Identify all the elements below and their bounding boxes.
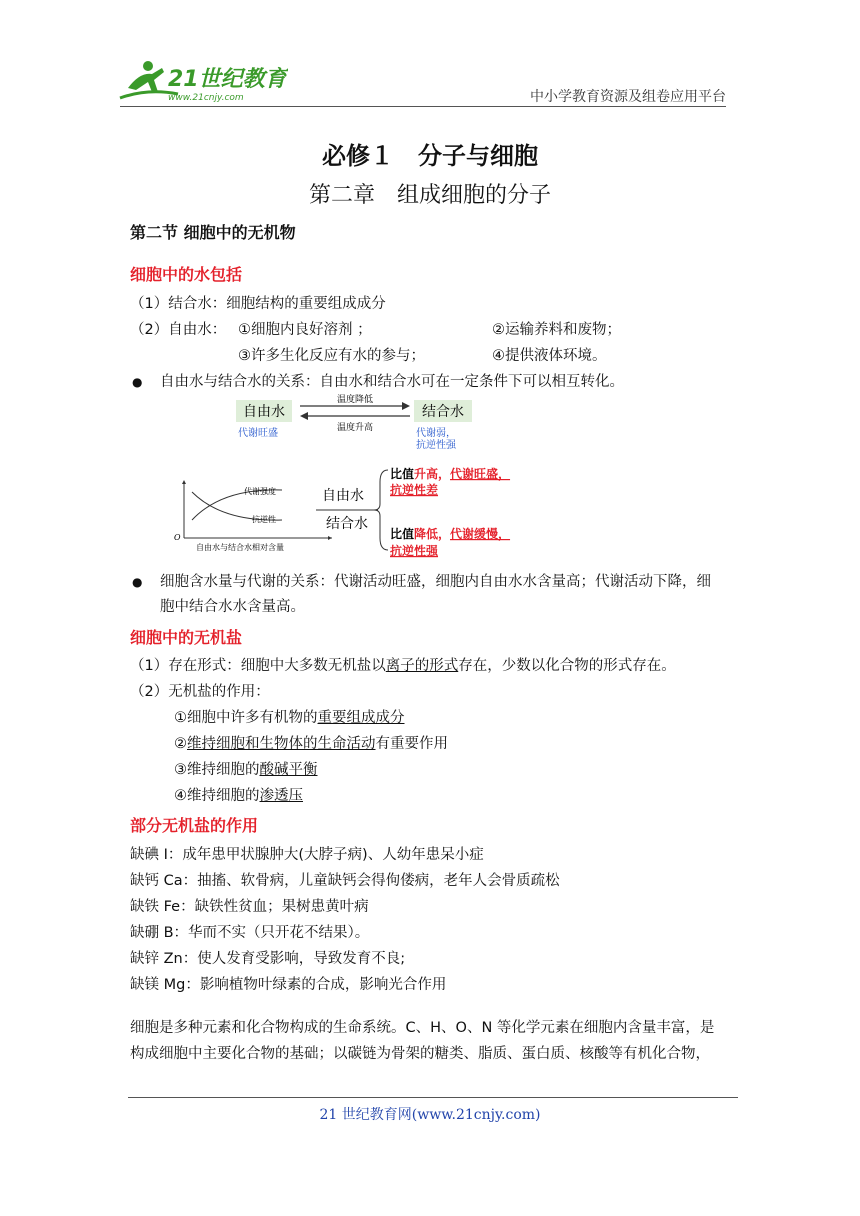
salt-role-item: ③维持细胞的酸碱平衡	[174, 762, 318, 778]
arrow-top-label: 温度降低	[336, 395, 374, 405]
salt-role-item: ④维持细胞的渗透压	[174, 788, 303, 804]
site-logo	[118, 58, 288, 104]
salt-role-item: ②维持细胞和生物体的生命活动有重要作用	[174, 736, 448, 752]
bullet-metabolism: ● 细胞含水量与代谢的关系：代谢活动旺盛，细胞内自由水水含量高；代谢活动下降，细	[160, 572, 711, 592]
salt-heading: 细胞中的无机盐	[130, 628, 243, 647]
free-water-item: ④提供液体环境。	[492, 348, 607, 364]
water-heading: 细胞中的水包括	[130, 265, 243, 284]
salt-deficiency-item: 缺碘 I：成年患甲状腺肿大(大脖子病)、人幼年患呆小症	[130, 847, 484, 863]
section-title: 第二节 细胞中的无机物	[130, 223, 296, 242]
free-water-label: （2）自由水：	[130, 322, 227, 338]
salt-deficiency-item: 缺锌 Zn：使人发育受影响，导致发育不良;	[130, 951, 406, 967]
header-platform-text: 中小学教育资源及组卷应用平台	[530, 89, 726, 105]
salt-form-line: （1）存在形式：细胞中大多数无机盐以离子的形式存在，少数以化合物的形式存在。	[130, 658, 676, 674]
bullet-conversion: ● 自由水与结合水的关系：自由水和结合水可在一定条件下可以相互转化。	[160, 372, 624, 392]
salt-deficiency-item: 缺镁 Mg：影响植物叶绿素的合成，影响光合作用	[130, 977, 447, 993]
some-salt-heading: 部分无机盐的作用	[130, 816, 259, 835]
curve-label: 代谢强度	[244, 487, 276, 496]
footer-divider	[128, 1097, 738, 1098]
svg-text:比值降低，代谢缓慢，: 比值降低，代谢缓慢，	[390, 527, 511, 541]
salt-deficiency-item: 缺钙 Ca：抽搐、软骨病，儿童缺钙会得佝偻病，老年人会骨质疏松	[130, 873, 560, 889]
chapter-title: 第二章 组成细胞的分子	[308, 183, 551, 208]
water-ratio-figure	[172, 460, 542, 564]
salt-role-item: ①细胞中许多有机物的重要组成成分	[174, 710, 405, 726]
summary-line: 细胞是多种元素和化合物构成的生命系统。C、H、O、N 等化学元素在细胞内含量丰富，是	[130, 1020, 715, 1036]
arrow-bottom-label: 温度升高	[336, 423, 374, 433]
summary-line: 构成细胞中主要化合物的基础；以碳链为骨架的糖类、脂质、蛋白质、核酸等有机化合物，	[130, 1046, 710, 1062]
x-axis-label: 自由水与结合水相对含量	[196, 543, 284, 552]
bound-water-note: 代谢弱，	[416, 428, 456, 439]
water-conversion-figure	[232, 390, 482, 456]
logo-url: www.21cnjy.com	[168, 93, 244, 103]
bound-water-note: 抗逆性强	[416, 440, 456, 451]
ratio-down-resist: 抗逆性强	[390, 544, 439, 558]
free-water-item: ①细胞内良好溶剂 ；	[238, 322, 372, 338]
bound-water-line: （1）结合水：细胞结构的重要组成成分	[130, 296, 386, 312]
salt-deficiency-item: 缺硼 B：华而不实（只开花不结果）。	[130, 925, 370, 941]
page-title: 必修１ 分子与细胞	[322, 142, 538, 170]
bullet-metabolism-cont: 胞中结合水水含量高。	[160, 599, 305, 615]
footer-text: 21 世纪教育网(www.21cnjy.com)	[319, 1107, 541, 1123]
free-water-note: 代谢旺盛	[238, 428, 278, 439]
free-water-label: 自由水	[243, 404, 285, 420]
bound-water-label: 结合水	[422, 404, 464, 420]
logo-text: 21世纪教育	[168, 67, 287, 92]
salt-deficiency-item: 缺铁 Fe：缺铁性贫血；果树患黄叶病	[130, 899, 369, 915]
fraction-bottom: 结合水	[326, 516, 368, 532]
header-divider	[120, 106, 726, 107]
free-water-item: ③许多生化反应有水的参与；	[238, 348, 425, 364]
ratio-graph	[174, 480, 332, 552]
free-water-item: ②运输养料和废物；	[492, 322, 621, 338]
curve-label: 抗逆性	[252, 515, 276, 524]
brace	[374, 470, 388, 550]
ratio-up-resist: 抗逆性差	[390, 483, 439, 497]
salt-role-label: （2）无机盐的作用：	[130, 684, 270, 700]
svg-text:比值升高，代谢旺盛，: 比值升高，代谢旺盛，	[390, 467, 511, 481]
fraction-top: 自由水	[322, 488, 364, 504]
origin-label: O	[174, 533, 181, 542]
